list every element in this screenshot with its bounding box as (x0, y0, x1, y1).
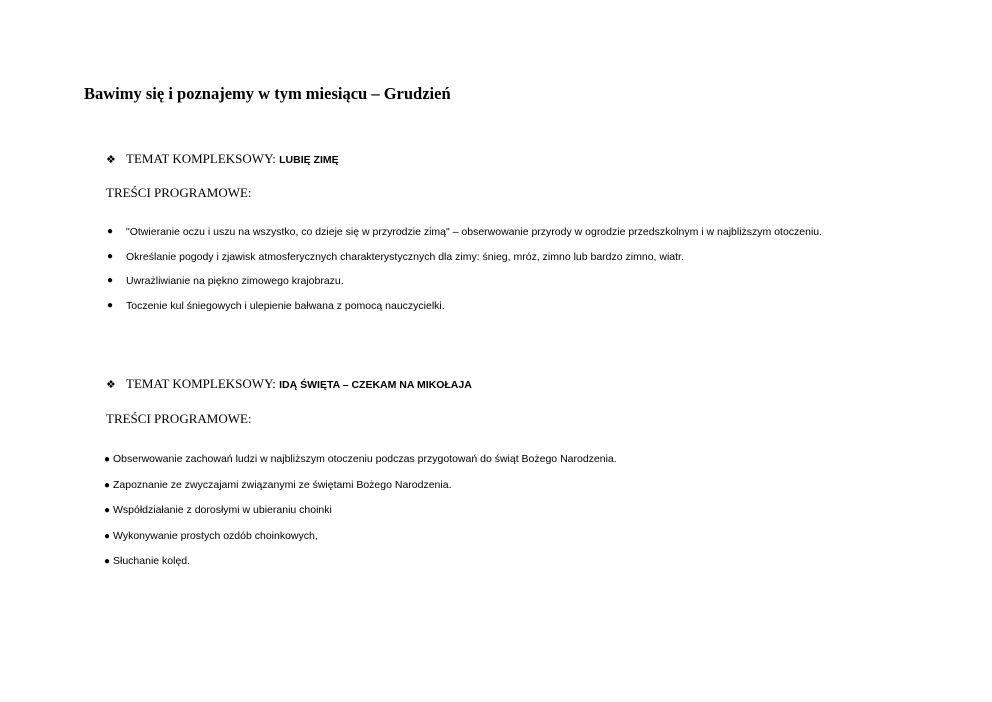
diamond-bullet-icon: ❖ (106, 153, 116, 166)
topic-name: IDĄ ŚWIĘTA – CZEKAM NA MIKOŁAJA (279, 379, 472, 391)
bullet-icon: ● (107, 226, 114, 237)
list-item: ● Toczenie kul śniegowych i ulepienie bałwana z pomocą nauczycielki. (106, 294, 886, 319)
list-item: ● Współdziałanie z dorosłymi w ubieraniu choinki (104, 498, 617, 524)
list-item: ● "Otwieranie oczu i uszu na wszystko, co dzieje się w przyrodzie zimą" – obserwowanie przyrody w ogrodzie przedszkolnym i w najbliższym otoczeniu. (106, 220, 886, 245)
list-item: ● Słuchanie kolęd. (104, 549, 617, 575)
topic-name: LUBIĘ ZIMĘ (279, 154, 339, 166)
topic-heading-1 (106, 151, 339, 168)
bullet-icon: ● (104, 479, 111, 491)
topic-heading-2 (106, 376, 472, 393)
bullet-icon: ● (104, 505, 111, 516)
bullet-icon: ● (107, 275, 114, 286)
content-heading-1: TREŚCI PROGRAMOWE: (106, 185, 252, 200)
list-item: ● Zapoznanie ze zwyczajami związanymi ze świętami Bożego Narodzenia. (104, 473, 617, 499)
bullet-icon: ● (107, 299, 114, 311)
content-list-1 (106, 220, 886, 318)
topic-prefix: TEMAT KOMPLEKSOWY: (126, 376, 276, 391)
bullet-icon: ● (104, 454, 111, 465)
content-list-2 (104, 447, 617, 575)
content-heading-2: TREŚCI PROGRAMOWE: (106, 411, 252, 426)
page-title: Bawimy się i poznajemy w tym miesiącu – Grudzień (84, 84, 451, 103)
list-item: ● Uwrażliwianie na piękno zimowego krajobrazu. (106, 269, 886, 294)
bullet-icon: ● (104, 556, 111, 567)
bullet-icon: ● (107, 250, 114, 262)
bullet-icon: ● (104, 530, 111, 542)
list-item: ● Określanie pogody i zjawisk atmosferycznych charakterystycznych dla zimy: śnieg, mróz, zimno lub bardzo zimno, wiatr. (106, 245, 886, 270)
list-item: ● Wykonywanie prostych ozdób choinkowych, (104, 524, 617, 550)
topic-prefix: TEMAT KOMPLEKSOWY: (126, 151, 276, 166)
diamond-bullet-icon: ❖ (106, 378, 116, 391)
list-item: ● Obserwowanie zachowań ludzi w najbliższym otoczeniu podczas przygotowań do świąt Bożego Narodzenia. (104, 447, 617, 473)
